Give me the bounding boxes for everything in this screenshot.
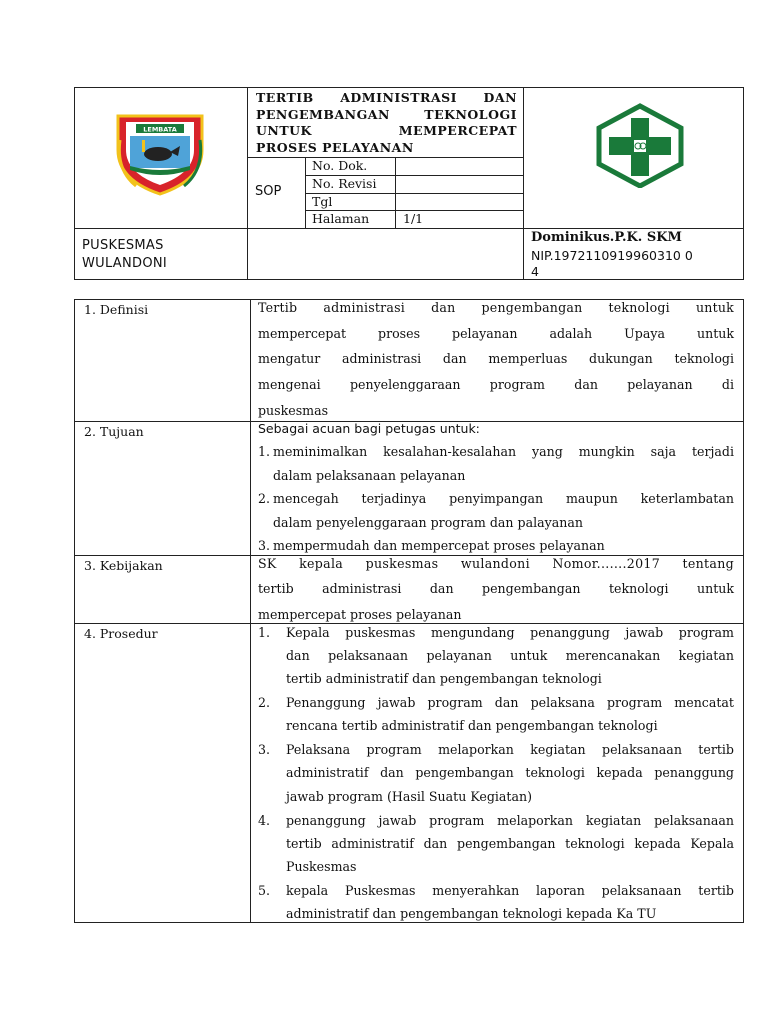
prosedur-item-number: 3. <box>258 742 271 757</box>
signer-nip-continued: 4 <box>531 264 539 279</box>
title-line: TERTIB ADMINISTRASI DAN <box>256 90 517 105</box>
prosedur-item-text: penanggung jawab program melaporkan kegiatan pelaksanaan <box>286 813 734 828</box>
prosedur-item-number: 1. <box>258 625 271 640</box>
tujuan-item-text: meminimalkan kesalahan-kesalahan yang mungkin saja terjadi <box>273 444 734 459</box>
tujuan-item-text: dalam penyelenggaraan program dan palayanan <box>273 515 583 530</box>
tujuan-item-number: 2. <box>258 491 271 506</box>
kebijakan-text: mempercepat proses pelayanan <box>258 607 462 622</box>
puskesmas-logo <box>593 102 687 188</box>
prosedur-item-text: kepala Puskesmas menyerahkan laporan pelaksanaan tertib <box>286 883 734 898</box>
org-name-line: WULANDONI <box>82 256 168 271</box>
tujuan-item-text: mempermudah dan mempercepat proses pelayanan <box>273 538 605 553</box>
section-label-prosedur: 4. Prosedur <box>84 626 158 641</box>
section-label-definisi: 1. Definisi <box>84 302 149 317</box>
prosedur-item-text: Kepala puskesmas mengundang penanggung jawab program <box>286 625 734 640</box>
tujuan-intro: Sebagai acuan bagi petugas untuk: <box>258 421 480 436</box>
definisi-text: mempercepat proses pelayanan adalah Upaya untuk <box>258 326 734 341</box>
prosedur-item-number: 2. <box>258 695 271 710</box>
field-label-tgl: Tgl <box>312 194 333 209</box>
field-label-no-revisi: No. Revisi <box>312 176 377 191</box>
prosedur-item-text: Penanggung jawab program dan pelaksana program mencatat <box>286 695 734 710</box>
content-divider <box>250 299 251 923</box>
header-divider <box>247 87 248 280</box>
header-divider <box>305 193 523 194</box>
field-label-halaman: Halaman <box>312 211 370 226</box>
title-line: PROSES PELAYANAN <box>256 140 414 155</box>
kebijakan-text: tertib administrasi dan pengembangan teknologi untuk <box>258 581 734 596</box>
prosedur-item-text: rencana tertib administratif dan pengembangan teknologi <box>286 718 658 733</box>
sop-label: SOP <box>255 184 282 199</box>
prosedur-item-text: tertib administratif dan pengembangan teknologi <box>286 671 602 686</box>
signer-nip: NIP.1972110919960310 0 <box>531 248 693 263</box>
section-label-kebijakan: 3. Kebijakan <box>84 558 163 573</box>
definisi-text: Tertib administrasi dan pengembangan teknologi untuk <box>258 300 734 315</box>
tujuan-item-text: mencegah terjadinya penyimpangan maupun keterlambatan <box>273 491 734 506</box>
definisi-text: mengatur administrasi dan memperluas dukungan teknologi <box>258 351 734 366</box>
prosedur-item-text: administratif dan pengembangan teknologi kepada Ka TU <box>286 906 657 921</box>
emblem-banner-text: LEMBATA <box>143 125 177 134</box>
tujuan-item-number: 1. <box>258 444 271 459</box>
prosedur-item-text: administratif dan pengembangan teknologi kepada penanggung <box>286 765 734 780</box>
signer-name: Dominikus.P.K. SKM <box>531 230 682 245</box>
prosedur-item-number: 4. <box>258 813 271 828</box>
prosedur-item-text: dan pelaksanaan pelayanan untuk merencanakan kegiatan <box>286 648 734 663</box>
prosedur-item-text: tertib administratif dan pengembangan teknologi kepada Kepala <box>286 836 734 851</box>
prosedur-item-text: Puskesmas <box>286 859 357 874</box>
header-divider <box>247 157 523 158</box>
field-value-halaman: 1/1 <box>403 211 424 226</box>
lembata-emblem-logo <box>114 110 206 196</box>
kebijakan-text: SK kepala puskesmas wulandoni Nomor.......2017 tentang <box>258 556 734 571</box>
tujuan-item-number: 3. <box>258 538 271 553</box>
header-divider <box>523 87 524 280</box>
prosedur-item-text: Pelaksana program melaporkan kegiatan pelaksanaan tertib <box>286 742 734 757</box>
content-divider <box>74 623 744 624</box>
definisi-text: mengenai penyelenggaraan program dan pelayanan di <box>258 377 734 392</box>
field-label-no-dok: No. Dok. <box>312 158 368 173</box>
prosedur-item-number: 5. <box>258 883 271 898</box>
prosedur-item-text: jawab program (Hasil Suatu Kegiatan) <box>286 789 533 804</box>
title-line: PENGEMBANGAN TEKNOLOGI <box>256 107 517 122</box>
org-name-line: PUSKESMAS <box>82 238 164 253</box>
title-line: UNTUK MEMPERCEPAT <box>256 123 517 138</box>
section-label-tujuan: 2. Tujuan <box>84 424 144 439</box>
tujuan-item-text: dalam pelaksanaan pelayanan <box>273 468 466 483</box>
definisi-text: puskesmas <box>258 403 329 418</box>
